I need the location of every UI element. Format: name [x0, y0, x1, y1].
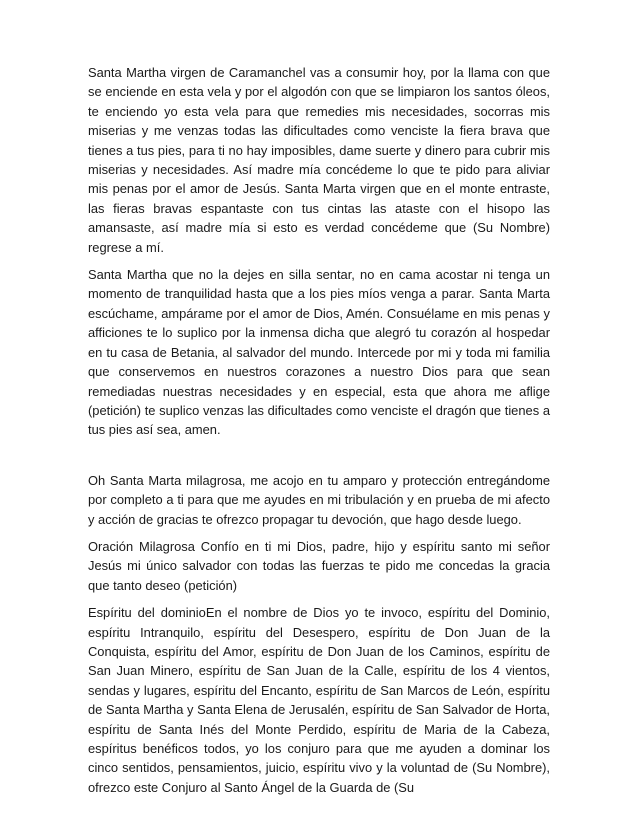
paragraph-oracion-milagrosa: Oración Milagrosa Confío en ti mi Dios, padre, hijo y espíritu santo mi señor Jesús mi único salvador con todas las fuerzas te pido me concedas la gracia que tanto deseo (petición)	[88, 538, 550, 593]
paragraph-santa-martha-vela: Santa Martha virgen de Caramanchel vas a consumir hoy, por la llama con que se enciende en esta vela y por el algodón con que se limpiaron los santos óleos, te enciendo yo esta vela para que remedies mis necesidades, socorras mis miserias y me venzas todas las dificultades como venciste la fiera brava que tienes a tus pies, para ti no hay imposibles, dame suerte y dinero para cubrir mis miserias y necesidades. Así madre mía concédeme lo que te pido para aliviar mis penas por el amor de Jesús. Santa Marta virgen que en el monte entraste, las fieras bravas espantaste con tus cintas las ataste con el hisopo las amansaste, así madre mía si esto es verdad concédeme que (Su Nombre) regrese a mí.	[88, 65, 550, 255]
document-body	[88, 63, 550, 805]
paragraph-santa-martha-silla: Santa Martha que no la dejes en silla sentar, no en cama acostar ni tenga un momento de tranquilidad hasta que a los pies míos venga a parar. Santa Marta escúchame, ampárame por el amor de Dios, Amén. Consuélame en mis penas y afficiones te lo suplico por la inmensa dicha que alegró tu corazón al hospedar en tu casa de Betania, al salvador del mundo. Intercede por mi y toda mi familia que conservemos en nuestros corazones a nuestro Dios para que sean remediadas nuestras necesidades y en especial, esta que ahora me aflige (petición) te suplico venzas las dificultades como venciste el dragón que tienes a tus pies así sea, amen.	[88, 267, 550, 438]
paragraph-espiritu-del-dominio: Espíritu del dominioEn el nombre de Dios yo te invoco, espíritu del Dominio, espíritu Intranquilo, espíritu del Desespero, espíritu de Don Juan de la Conquista, espíritu del Amor, espíritu de Don Juan de los Caminos, espíritu de San Juan Minero, espíritu de San Juan de la Calle, espíritu de los 4 vientos, sendas y lugares, espíritu del Encanto, espíritu de San Marcos de León, espíritu de Santa Martha y Santa Elena de Jerusalén, espíritu de San Salvador de Horta, espíritu de Santa Inés del Monte Perdido, espíritu de Maria de la Cabeza, espíritus benéficos todos, yo los conjuro para que me ayuden a dominar los cinco sentidos, pensamientos, juicio, espíritu vivo y la voluntad de (Su Nombre), ofrezco este Conjuro al Santo Ángel de la Guarda de (Su	[88, 605, 550, 795]
paragraph-oh-santa-marta: Oh Santa Marta milagrosa, me acojo en tu amparo y protección entregándome por completo a ti para que me ayudes en mi tribulación y en prueba de mi afecto y acción de gracias te ofrezco propagar tu devoción, que hago desde luego.	[88, 472, 550, 527]
